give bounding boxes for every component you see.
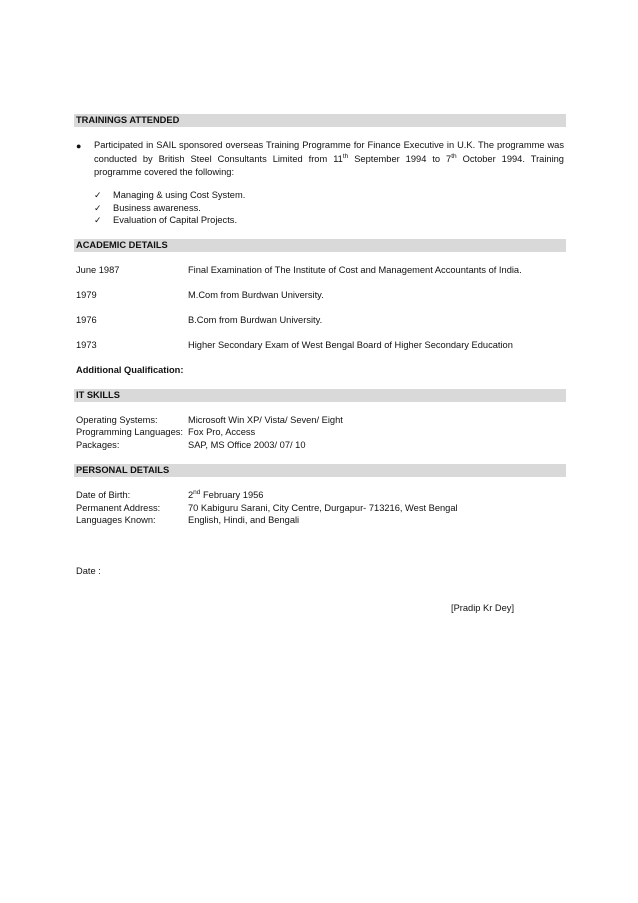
it-skill-value: SAP, MS Office 2003/ 07/ 10 <box>188 440 306 450</box>
section-header-academic: ACADEMIC DETAILS <box>74 239 566 252</box>
checkmark-icon: ✓ <box>94 190 102 200</box>
dob-label: Date of Birth: <box>76 490 131 500</box>
training-item: ✓ Business awareness. <box>94 203 201 213</box>
academic-detail: Final Examination of The Institute of Cost and Management Accountants of India. <box>188 265 522 275</box>
it-skill-value: Microsoft Win XP/ Vista/ Seven/ Eight <box>188 415 343 425</box>
it-skill-value: Fox Pro, Access <box>188 427 256 437</box>
training-item: ✓ Evaluation of Capital Projects. <box>94 215 238 225</box>
address-label: Permanent Address: <box>76 503 161 513</box>
it-skill-label: Programming Languages: <box>76 427 183 437</box>
academic-detail: M.Com from Burdwan University. <box>188 290 324 300</box>
checkmark-icon: ✓ <box>94 203 102 213</box>
academic-detail: Higher Secondary Exam of West Bengal Board of Higher Secondary Education <box>188 340 513 350</box>
address-value: 70 Kabiguru Sarani, City Centre, Durgapur- 713216, West Bengal <box>188 503 458 513</box>
date-label: Date : <box>76 566 101 576</box>
section-header-it-skills: IT SKILLS <box>74 389 566 402</box>
dob-value: 2nd February 1956 <box>188 488 264 500</box>
academic-detail: B.Com from Burdwan University. <box>188 315 323 325</box>
academic-year: 1979 <box>76 290 97 300</box>
additional-qualification-label: Additional Qualification: <box>76 365 184 375</box>
it-skill-label: Operating Systems: <box>76 415 158 425</box>
languages-value: English, Hindi, and Bengali <box>188 515 300 525</box>
training-description: Participated in SAIL sponsored overseas Training Programme for Finance Executive in U.K. The programme was conducted by British Steel Consultants Limited from 11th September 1994 to 7th October 1994. Training programme covered the following: <box>94 140 564 177</box>
academic-year: 1973 <box>76 340 97 350</box>
academic-year: June 1987 <box>76 265 120 275</box>
bullet-icon: ● <box>76 141 82 151</box>
signature-name: [Pradip Kr Dey] <box>451 603 515 613</box>
section-header-trainings: TRAININGS ATTENDED <box>74 114 566 127</box>
checkmark-icon: ✓ <box>94 215 102 225</box>
training-item: ✓ Managing & using Cost System. <box>94 190 246 200</box>
languages-label: Languages Known: <box>76 515 156 525</box>
academic-year: 1976 <box>76 315 97 325</box>
it-skill-label: Packages: <box>76 440 120 450</box>
section-header-personal: PERSONAL DETAILS <box>74 464 566 477</box>
